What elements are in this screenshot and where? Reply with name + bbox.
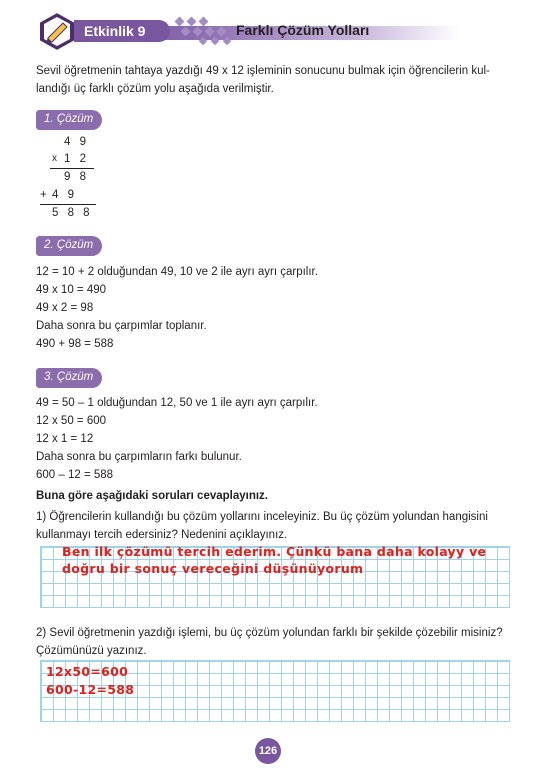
solution-2-label [36, 236, 102, 256]
question-2-line-2: Çözümünüzü yazınız. [36, 645, 147, 657]
activity-badge-label: Etkinlik 9 [84, 23, 146, 39]
solution-3-line: 600 – 12 = 588 [36, 469, 114, 481]
activity-title: Farklı Çözüm Yolları [236, 22, 370, 38]
instruction-text: Buna göre aşağıdaki soruları cevaplayınız. [36, 490, 269, 502]
solution-1-label [36, 110, 102, 130]
solution-2-label-text: 2. Çözüm [44, 239, 94, 251]
solution-3-line: 49 = 50 – 1 olduğundan 12, 50 ve 1 ile ayrı ayrı çarpılır. [36, 397, 318, 409]
solution-3-line: Daha sonra bu çarpımların farkı bulunur. [36, 451, 242, 463]
question-2-line-1: 2) Sevil öğretmenin yazdığı işlemi, bu üç çözüm yolundan farklı bir şekilde çözebilir misiniz? [36, 627, 503, 639]
solution-2-line: 12 = 10 + 2 olduğundan 49, 10 ve 2 ile ayrı ayrı çarpılır. [36, 266, 318, 278]
answer-1-line-1: Ben ilk çözümü tercih ederim. Çünkü bana daha kolayy ve [62, 544, 487, 559]
activity-badge [74, 20, 170, 42]
solution-2-line: 49 x 10 = 490 [36, 284, 107, 296]
answer-2-line-2: 600-12=588 [46, 682, 135, 697]
solution-3-label-text: 3. Çözüm [44, 371, 94, 383]
solution-2-line: Daha sonra bu çarpımlar toplanır. [36, 320, 207, 332]
intro-line-1: Sevil öğretmenin tahtaya yazdığı 49 x 12 işleminin sonucunu bulmak için öğrencilerin kul- [36, 65, 490, 77]
solution-2-line: 49 x 2 = 98 [36, 302, 94, 314]
mult-rule-2 [40, 204, 96, 205]
mult-partial-2: 4 9 [52, 189, 77, 201]
mult-rule-1 [50, 168, 94, 169]
pencil-hexagon-icon [36, 10, 78, 52]
question-1-line-2: kullanmayı tercih edersiniz? Nedenini açıklayınız. [36, 529, 288, 541]
answer-1-line-2: doğru bir sonuç vereceğini düşünüyorum [62, 561, 364, 576]
answer-2-line-1: 12x50=600 [46, 664, 129, 679]
solution-3-label [36, 368, 102, 388]
mult-row-1: 4 9 [64, 136, 89, 148]
intro-line-2: landığı üç farklı çözüm yolu aşağıda verilmiştir. [36, 83, 274, 95]
solution-2-line: 490 + 98 = 588 [36, 338, 114, 350]
mult-row-2: 1 2 [64, 153, 89, 165]
diamond-pattern-icon [170, 12, 240, 48]
solution-1-label-text: 1. Çözüm [44, 113, 94, 125]
solution-3-line: 12 x 1 = 12 [36, 433, 94, 445]
mult-result: 5 8 8 [52, 207, 93, 219]
mult-times-sign: x [52, 153, 60, 164]
mult-plus-sign: + [40, 189, 50, 201]
page-number: 126 [255, 738, 281, 764]
mult-partial-1: 9 8 [64, 171, 89, 183]
question-1-line-1: 1) Öğrencilerin kullandığı bu çözüm yollarını inceleyiniz. Bu üç çözüm yolundan hangisini [36, 511, 488, 523]
solution-3-line: 12 x 50 = 600 [36, 415, 107, 427]
